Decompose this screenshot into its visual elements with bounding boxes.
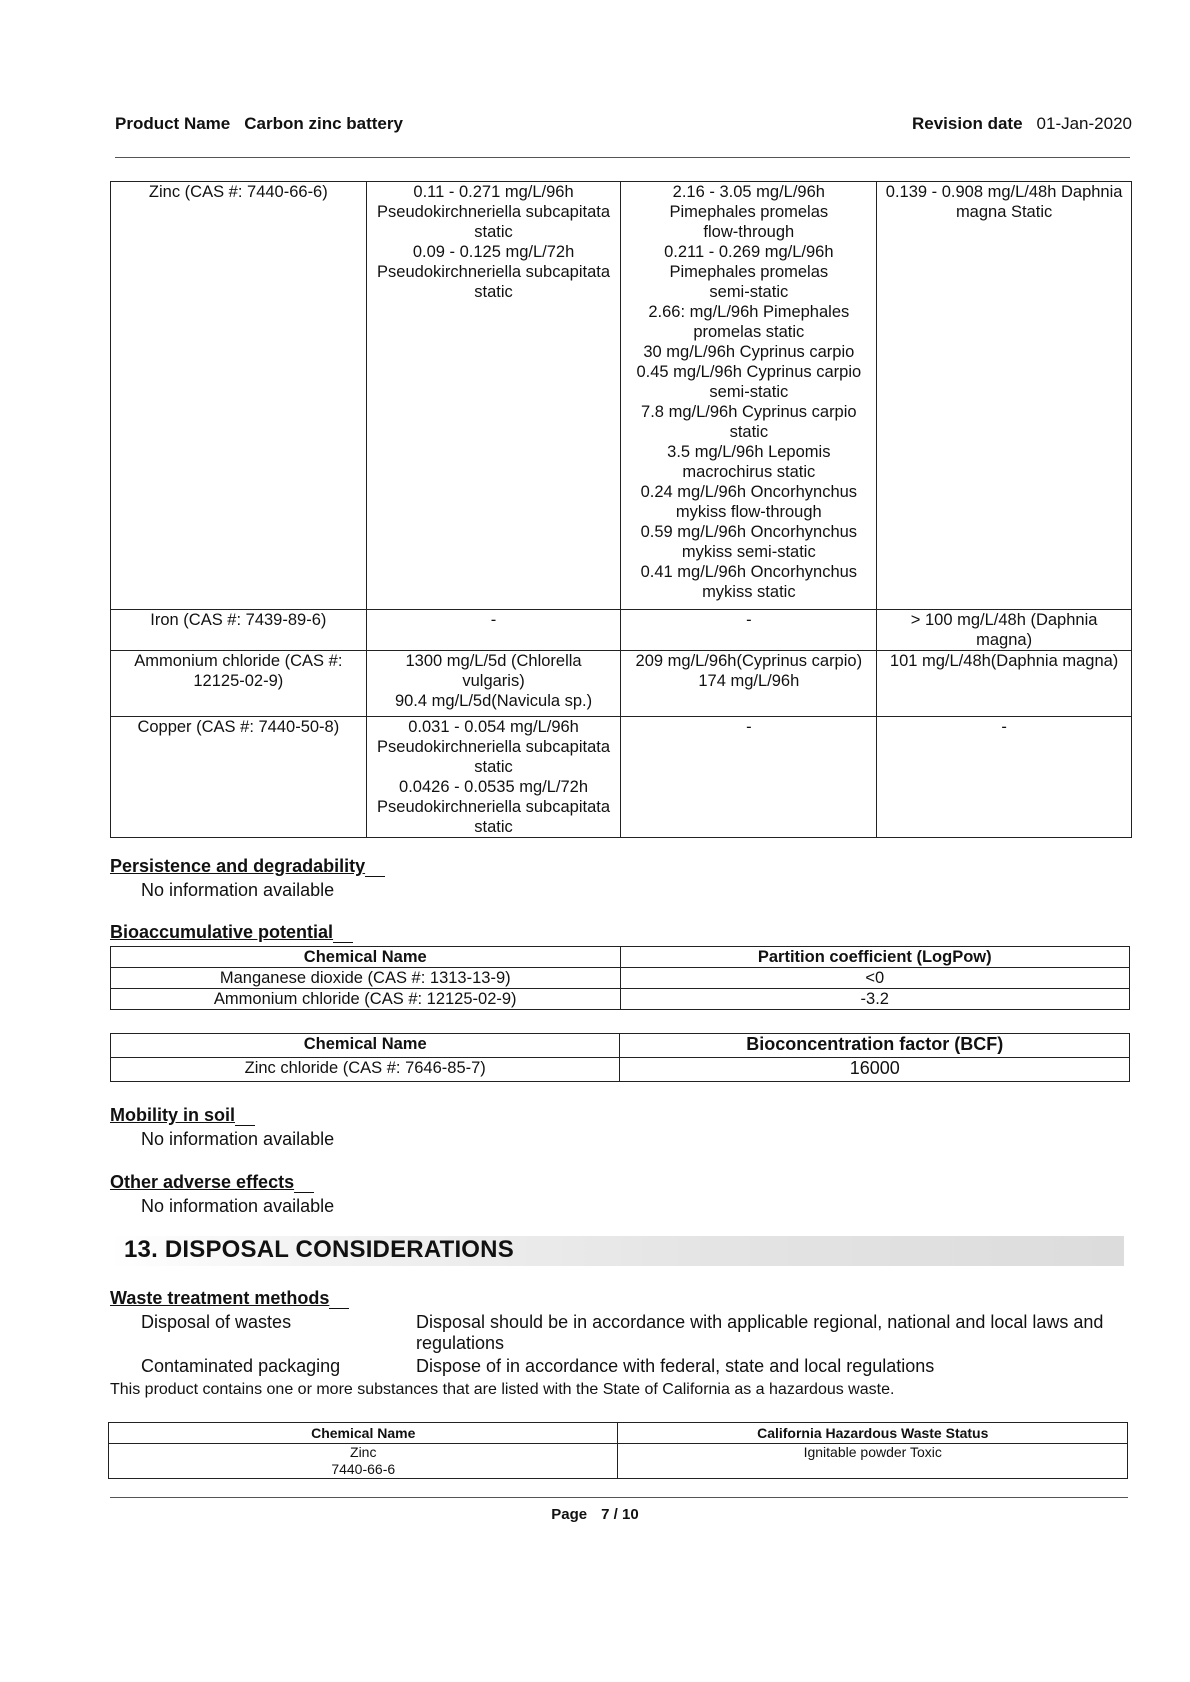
column-header: California Hazardous Waste Status xyxy=(618,1423,1128,1444)
table-header-row xyxy=(111,947,1130,968)
logpow-table xyxy=(110,946,1130,1010)
table-row xyxy=(111,989,1130,1010)
disposal-text: Disposal should be in accordance with applicable regional, national and local laws and regulations xyxy=(416,1312,1104,1353)
table-row xyxy=(109,1444,1128,1479)
waste-status-cell: Ignitable powder Toxic xyxy=(618,1444,1128,1479)
chemical-name-cell: Ammonium chloride (CAS #: 12125-02-9) xyxy=(111,989,621,1010)
bioaccumulative-heading: Bioaccumulative potential xyxy=(110,922,353,943)
footer-rule xyxy=(110,1497,1128,1498)
column-header: Chemical Name xyxy=(111,1034,620,1058)
persistence-heading: Persistence and degradability xyxy=(110,856,385,877)
mobility-text: No information available xyxy=(141,1129,335,1149)
table-row xyxy=(111,968,1130,989)
table-header-row xyxy=(109,1423,1128,1444)
fish-cell: 209 mg/L/96h(Cyprinus carpio) 174 mg/L/96h xyxy=(621,651,877,717)
header-rule xyxy=(115,157,1130,158)
algae-cell: 0.031 - 0.054 mg/L/96h Pseudokirchneriella subcapitata static 0.0426 - 0.0535 mg/L/72h Pseudokirchneriella subcapitata static xyxy=(366,717,621,838)
table-row xyxy=(111,717,1132,838)
crustacea-cell: 101 mg/L/48h(Daphnia magna) xyxy=(877,651,1132,717)
revision-date-label: Revision date xyxy=(911,114,1023,133)
table-row xyxy=(111,1058,1130,1082)
chemical-name-cell: Manganese dioxide (CAS #: 1313-13-9) xyxy=(111,968,621,989)
disposal-label: Disposal of wastes xyxy=(141,1312,292,1332)
fish-cell: 2.16 - 3.05 mg/L/96h Pimephales promelas flow-through 0.211 - 0.269 mg/L/96h Pimephales promelas semi-static 2.66: mg/L/96h Pimephales promelas static 30 mg/L/96h Cyprinus carpio 0.45 mg/L/96h Cyprinus carpio semi-static 7.8 mg/L/96h Cyprinus carpio static 3.5 mg/L/96h Lepomis macrochirus static 0.24 mg/L/96h Oncorhynchus mykiss flow-through 0.59 mg/L/96h Oncorhynchus mykiss semi-static 0.41 mg/L/96h Oncorhynchus mykiss static xyxy=(621,182,877,610)
chemical-name-cell: Copper (CAS #: 7440-50-8) xyxy=(111,717,367,838)
mobility-heading: Mobility in soil xyxy=(110,1105,255,1126)
page-number xyxy=(0,1506,1190,1523)
chemical-name-cell: Zinc 7440-66-6 xyxy=(109,1444,618,1479)
persistence-text: No information available xyxy=(141,880,335,900)
bcf-cell: 16000 xyxy=(620,1058,1130,1082)
table-row xyxy=(111,651,1132,717)
product-name-header xyxy=(115,114,403,134)
logpow-cell: -3.2 xyxy=(620,989,1130,1010)
chemical-name-cell: Iron (CAS #: 7439-89-6) xyxy=(111,610,367,651)
chemical-name-cell: Zinc chloride (CAS #: 7646-85-7) xyxy=(111,1058,620,1082)
other-effects-text: No information available xyxy=(141,1196,335,1216)
fish-cell: - xyxy=(621,610,877,651)
algae-cell: 0.11 - 0.271 mg/L/96h Pseudokirchneriella subcapitata static 0.09 - 0.125 mg/L/72h Pseudokirchneriella subcapitata static xyxy=(366,182,621,610)
california-note: This product contains one or more substances that are listed with the State of California as a hazardous waste. xyxy=(110,1381,895,1398)
product-name-value: Carbon zinc battery xyxy=(244,114,403,133)
table-header-row xyxy=(111,1034,1130,1058)
page-label: Page xyxy=(551,1506,588,1523)
column-header: Chemical Name xyxy=(111,947,621,968)
crustacea-cell: - xyxy=(877,717,1132,838)
column-header: Bioconcentration factor (BCF) xyxy=(620,1034,1130,1058)
revision-date-value: 01-Jan-2020 xyxy=(1036,114,1132,133)
column-header: Partition coefficient (LogPow) xyxy=(620,947,1130,968)
crustacea-cell: > 100 mg/L/48h (Daphnia magna) xyxy=(877,610,1132,651)
product-name-label: Product Name xyxy=(115,114,231,133)
bcf-table xyxy=(110,1033,1130,1082)
crustacea-cell: 0.139 - 0.908 mg/L/48h Daphnia magna Static xyxy=(877,182,1132,610)
waste-treatment-heading: Waste treatment methods xyxy=(110,1288,349,1309)
chemical-name-cell: Ammonium chloride (CAS #: 12125-02-9) xyxy=(111,651,367,717)
table-row xyxy=(111,610,1132,651)
ecotoxicity-table xyxy=(110,181,1132,838)
column-header: Chemical Name xyxy=(109,1423,618,1444)
table-row xyxy=(111,182,1132,610)
algae-cell: - xyxy=(366,610,621,651)
packaging-label: Contaminated packaging xyxy=(141,1356,341,1376)
chemical-name-cell: Zinc (CAS #: 7440-66-6) xyxy=(111,182,367,610)
algae-cell: 1300 mg/L/5d (Chlorella vulgaris) 90.4 mg/L/5d(Navicula sp.) xyxy=(366,651,621,717)
fish-cell: - xyxy=(621,717,877,838)
logpow-cell: <0 xyxy=(620,968,1130,989)
california-waste-table xyxy=(108,1422,1128,1479)
revision-date-header xyxy=(912,114,1132,134)
page-value: 7 / 10 xyxy=(601,1506,639,1523)
packaging-text: Dispose of in accordance with federal, state and local regulations xyxy=(416,1356,935,1376)
section-13-title: 13. DISPOSAL CONSIDERATIONS xyxy=(124,1236,514,1263)
other-effects-heading: Other adverse effects xyxy=(110,1172,314,1193)
